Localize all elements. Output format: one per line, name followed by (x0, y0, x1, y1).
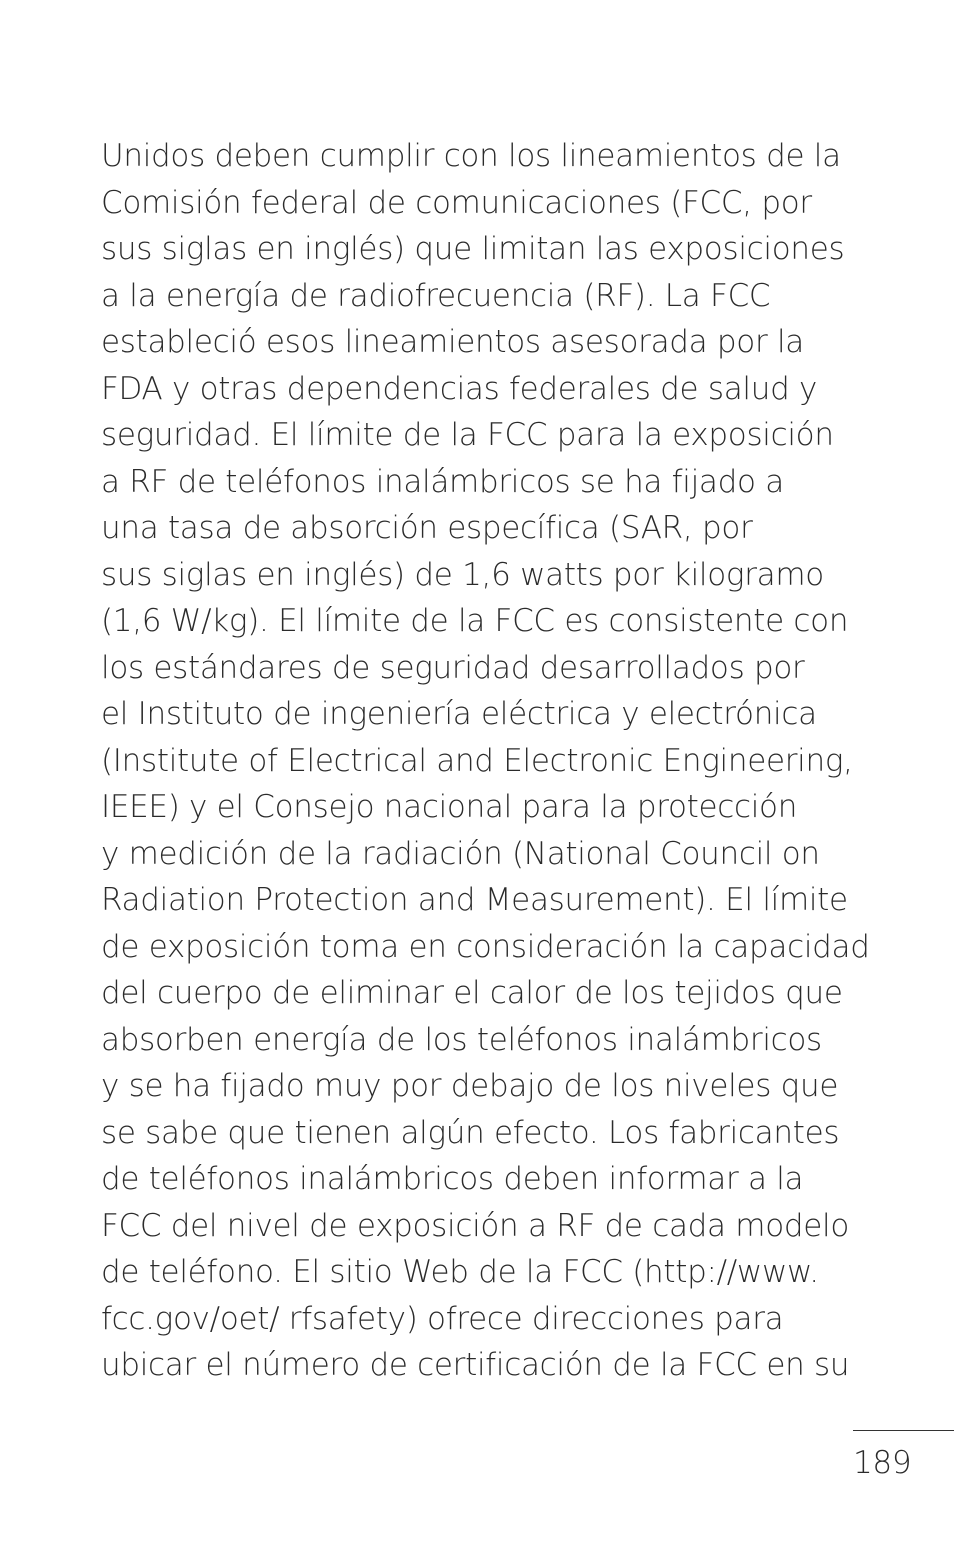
body-text-line: se sabe que tienen algún efecto. Los fabricantes (101, 1114, 840, 1151)
body-text-line: estableció esos lineamientos asesorada por la (101, 324, 804, 360)
body-text-line: FDA y otras dependencias federales de salud y (101, 370, 818, 407)
body-text-line: sus siglas en inglés) que limitan las exposiciones (101, 231, 845, 267)
body-text-line: sus siglas en inglés) de 1,6 watts por kilogramo (101, 556, 824, 593)
body-text-line: de teléfonos inalámbricos deben informar a la (101, 1161, 804, 1197)
body-text-line: FCC del nivel de exposición a RF de cada modelo (101, 1207, 849, 1244)
body-text-line: (1,6 W/kg). El límite de la FCC es consistente con (101, 603, 849, 639)
body-text-line: de teléfono. El sitio Web de la FCC (http://www. (101, 1254, 819, 1290)
body-text-line: el Instituto de ingeniería eléctrica y electrónica (101, 696, 817, 732)
body-text-line: de exposición toma en consideración la capacidad (101, 928, 870, 965)
body-text-line: los estándares de seguridad desarrollados por (101, 649, 805, 686)
body-text-line: y se ha fijado muy por debajo de los niveles que (101, 1068, 839, 1104)
page-body-text (101, 133, 901, 1389)
body-text-line: Radiation Protection and Measurement). El límite (101, 882, 848, 918)
body-text-line: (Institute of Electrical and Electronic Engineering, (101, 742, 853, 779)
footer-divider (853, 1430, 954, 1431)
body-text-line: seguridad. El límite de la FCC para la exposición (101, 417, 834, 453)
body-text-line: absorben energía de los teléfonos inalámbricos (101, 1021, 822, 1058)
body-text-line: Unidos deben cumplir con los lineamientos de la (101, 138, 841, 174)
body-text-line: IEEE) y el Consejo nacional para la protección (101, 789, 798, 825)
body-text-line: fcc.gov/oet/ rfsafety) ofrece direcciones para (101, 1300, 784, 1337)
body-text-line: a RF de teléfonos inalámbricos se ha fijado a (101, 463, 784, 500)
body-text-line: Comisión federal de comunicaciones (FCC, por (101, 184, 812, 221)
body-text-line: una tasa de absorción específica (SAR, por (101, 510, 753, 546)
body-text-line: y medición de la radiación (National Council on (101, 835, 820, 872)
body-text-line: a la energía de radiofrecuencia (RF). La FCC (101, 277, 771, 314)
page-number: 189 (853, 1445, 912, 1481)
body-text-line: del cuerpo de eliminar el calor de los tejidos que (101, 975, 843, 1011)
body-text-line: ubicar el número de certificación de la FCC en su (101, 1347, 850, 1383)
